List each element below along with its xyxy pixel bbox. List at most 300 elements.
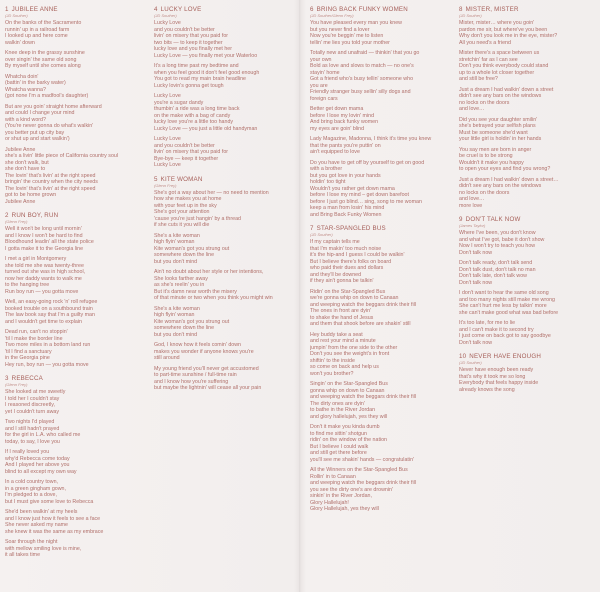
lyric-line: that I'm makin' too much noise — [310, 245, 382, 252]
lyric-line: Lucky Love — [154, 93, 181, 99]
lyric-line: and them that shook before are shakin' still — [310, 321, 411, 327]
lyric-line: Ain't no doubt about her style or her intentions, — [154, 269, 264, 275]
song-number: 9 — [459, 216, 463, 223]
lyric-stanza — [459, 290, 595, 316]
lyric-line: Wouldn't you rather get down mama — [310, 185, 395, 192]
lyric-line: Bye-bye — keep it together — [154, 155, 219, 162]
lyric-line: 'til I make the border line — [5, 335, 63, 342]
lyric-line: Lucky Love — [154, 136, 181, 142]
lyric-line: I met a girl in Montgomery — [5, 256, 67, 262]
lyric-line: still around — [154, 355, 180, 361]
lyric-stanza — [459, 320, 595, 346]
song-block — [5, 375, 141, 559]
lyric-line: to shake the hand of Jesus — [310, 314, 374, 321]
lyric-line: She's a kite woman — [154, 305, 200, 312]
lyric-line: She looks farther away — [154, 275, 208, 282]
lyric-line: blind to all except my own way — [5, 468, 77, 475]
lyric-line: she knew it was the same as my embrace — [5, 528, 104, 535]
lyric-line: who paid their dues and dollars — [310, 265, 384, 271]
lyric-line: before I lose my mind – get down barefoot — [310, 192, 409, 198]
lyric-stanza — [459, 87, 595, 113]
song-block — [459, 353, 595, 393]
lyric-line: foreign cars — [310, 95, 338, 102]
lyric-line: got to be home grown — [5, 192, 57, 198]
song-block — [154, 6, 290, 169]
lyric-stanza — [154, 306, 290, 339]
lyric-line: She's got your attention — [154, 209, 210, 215]
lyric-line: (got none I'm a madfool's daughter) — [5, 93, 89, 99]
song-number: 6 — [310, 6, 314, 13]
lyric-line: makes you wonder if anyone knows you're — [154, 348, 254, 355]
songwriter-credit: (JD Souther/Glenn Frey) — [310, 13, 354, 18]
song-block — [154, 176, 290, 392]
lyric-line: and I wouldn't get time to explain — [5, 318, 82, 325]
lyric-line: Dead run, can't no stoppin' — [5, 329, 68, 335]
lyric-stanza — [459, 117, 595, 143]
lyric-line: If I really loved you — [5, 449, 50, 455]
lyric-line: But it's damn near worth the misery — [154, 288, 237, 295]
lyric-stanza — [154, 366, 290, 392]
lyric-line: Why don't you look me in the eye, mister? — [459, 33, 558, 39]
lyric-line: Lucky lovin's gonna get tough — [154, 82, 224, 89]
lyric-line: livin' on misery that you paid for — [154, 33, 229, 39]
lyric-line: be cruel is to be strong — [459, 153, 513, 159]
lyric-line: bringin' the country when the city needs — [5, 179, 98, 185]
lyric-line: (battin' in the barky water) — [5, 80, 66, 86]
songwriter-credit: (JD Souther) — [459, 13, 482, 18]
lyric-line: stayin' home — [310, 69, 340, 76]
lyric-stanza — [5, 479, 141, 505]
lyric-line: with a brother — [310, 166, 343, 172]
lyric-line: she told me she was twenty-three — [5, 262, 84, 269]
lyric-line: you're a sugar dandy — [154, 99, 204, 106]
song-number: 7 — [310, 225, 314, 232]
lyric-line: Run boy run — you gotta move — [5, 288, 79, 295]
lyric-line: with mellow smiling love is mine, — [5, 545, 82, 552]
lyric-stanza — [5, 449, 141, 475]
song-heading — [5, 212, 141, 219]
lyric-line: Ridin' on the Star-Spangled Bus — [310, 288, 386, 295]
lyric-line: She'd been walkin' at my heels — [5, 509, 78, 515]
lyric-line: and I still hadn't prayed — [5, 425, 60, 432]
lyric-line: more love — [459, 202, 483, 209]
lyric-line: The lovin' that's livin' at the right speed — [5, 185, 96, 192]
lyric-line: And bring back funky women — [310, 119, 379, 125]
lyric-stanza — [154, 136, 290, 169]
lyric-line: I reasoned discreetly, — [5, 402, 55, 408]
lyric-line: lucky love you're a little too handy — [154, 119, 234, 125]
lyric-line: Where I've been, you don't know — [459, 230, 536, 236]
lyrics-column-4 — [459, 6, 595, 400]
lyric-line: Bold as love and slows to match — no one's — [310, 63, 414, 69]
lyric-line: she don't walk, but — [5, 159, 49, 166]
lyric-line: Well it won't be long until mornin' — [5, 226, 82, 232]
lyric-line: that's why it took me so long — [459, 373, 526, 380]
lyric-line: Glory Hallelujah! — [310, 499, 349, 506]
lyric-line: holdin' too tight — [310, 179, 346, 185]
lyric-line: jumpin' from the one side to the other — [310, 344, 398, 351]
lyric-line: but I must give some love to Rebecca — [5, 498, 94, 505]
song-heading — [5, 6, 141, 13]
lyric-line: You got to read my main brain headline — [154, 76, 246, 82]
lyric-line: 'til I find a sanctuary — [5, 348, 52, 355]
song-number: 3 — [5, 375, 9, 382]
lyric-stanza — [5, 389, 141, 415]
lyric-line: and still be free? — [459, 76, 498, 82]
lyric-stanza — [310, 239, 446, 285]
lyric-line: I told her I couldn't stay — [5, 395, 60, 402]
lyric-line: All the Winners on the Star-Spangled Bus — [310, 467, 408, 473]
lyric-line: as she's reelin' you in — [154, 282, 205, 288]
song-title: RUN BOY, RUN — [11, 212, 59, 219]
lyric-line: Never have enough been ready — [459, 367, 534, 373]
lyrics-column-1 — [5, 6, 141, 566]
lyric-line: on the make with a bag of candy — [154, 112, 231, 119]
lyric-stanza — [5, 147, 141, 206]
lyric-line: Well, an easy-going rock 'n' roll refugee — [5, 299, 98, 305]
lyric-line: that the pants you're puttin' on — [310, 142, 381, 149]
song-title: NEVER HAVE ENOUGH — [469, 353, 542, 360]
song-title: STAR-SPANGLED BUS — [316, 225, 386, 232]
lyric-stanza — [459, 20, 595, 46]
lyric-line: Singin' on the Star-Spangled Bus — [310, 381, 388, 387]
lyric-line: You have pleased every man you knew — [310, 20, 402, 26]
lyric-line: won't you brother? — [310, 370, 354, 377]
lyric-stanza — [459, 367, 595, 393]
lyric-stanza — [5, 299, 141, 325]
lyric-stanza — [459, 147, 595, 173]
lyric-stanza — [5, 256, 141, 295]
lyric-line: It's too late, for me to lie — [459, 320, 516, 326]
lyric-stanza — [5, 329, 141, 368]
lyrics-column-3 — [310, 6, 446, 520]
lyric-line: 'cause you're just hangin' by a thread — [154, 215, 241, 222]
lyric-line: for the girl in L.A. who called me — [5, 432, 81, 438]
lyric-line: Bloodhound leadin' all the state police — [5, 239, 94, 245]
lyric-line: to find me sittin' shotgun — [310, 430, 367, 437]
lyric-line: but you never find a lover — [310, 26, 370, 33]
lyric-line: (You're never gonna do what's walkin' — [5, 123, 94, 129]
lyric-line: Mister, mister… where you goin' — [459, 20, 535, 26]
lyric-stanza — [5, 20, 141, 46]
lyric-line: Don't talk late, don't talk wow — [459, 273, 527, 279]
song-title: BRING BACK FUNKY WOMEN — [316, 6, 408, 13]
lyric-line: Glory Hallelujah, yes they will — [310, 506, 379, 512]
lyric-line: booked trouble on a southbound train — [5, 305, 93, 312]
lyric-line: Jubilee Anne — [5, 146, 36, 153]
lyric-line: how she makes you at home — [154, 196, 222, 202]
lyric-line: to open your eyes and find you wrong? — [459, 166, 551, 172]
lyric-line: and you couldn't be better — [154, 142, 215, 149]
lyric-line: and weeping watch the beggars drink their fill — [310, 394, 416, 400]
song-title: KITE WOMAN — [160, 175, 203, 183]
lyric-line: and still get there before — [310, 450, 367, 456]
lyric-line: before I just go blind… sing, song to me woman — [310, 198, 422, 205]
lyric-stanza — [154, 20, 290, 59]
song-heading — [310, 225, 446, 232]
lyric-stanza — [310, 467, 446, 513]
lyric-stanza — [310, 50, 446, 102]
lyrics-column-2 — [154, 6, 290, 399]
lyric-line: you'll see me shakin' hands — congratulatin' — [310, 456, 415, 463]
lyric-line: I'm pledged to a dove, — [5, 492, 57, 498]
lyric-line: why'd Rebecca come today — [5, 455, 70, 462]
lyric-line: somewhere down the line — [154, 252, 215, 258]
lyric-line: you better put up city bay — [5, 129, 65, 136]
lyric-line: Everybody that feels happy inside — [459, 380, 539, 386]
song-title: DON'T TALK NOW — [465, 216, 521, 223]
song-title: LUCKY LOVE — [160, 6, 202, 13]
lyric-line: Don't talk now — [459, 249, 493, 256]
lyric-line: Kite woman's got you strung out — [154, 318, 230, 325]
lyric-line: keep a man from losin' his mind — [310, 205, 385, 211]
lyric-line: ridin' on the window of the nation — [310, 437, 387, 443]
lyric-line: and I know I won't be hard to find — [5, 232, 83, 239]
lyric-stanza — [310, 424, 446, 463]
song-block — [459, 216, 595, 346]
lyric-line: and Bring Back Funky Women — [310, 211, 382, 218]
song-number: 5 — [154, 175, 158, 183]
lyric-line: of that minute or two when you think you might win — [154, 295, 273, 301]
lyric-line: and rest your mind a minute — [310, 338, 376, 344]
lyric-line: I just come on back got to say goodbye — [459, 333, 551, 339]
lyric-line: with a kind word? — [5, 116, 46, 123]
lyric-line: Two nights I'd played — [5, 419, 55, 425]
lyric-line: you are — [310, 82, 328, 89]
lyric-line: and what I've got, babe it don't show — [459, 236, 545, 243]
lyric-line: Don't talk now — [459, 279, 493, 286]
song-block — [459, 6, 595, 209]
lyric-line: today, to say, I love you — [5, 438, 60, 445]
lyric-line: In a cold country town, — [5, 479, 58, 485]
lyric-stanza — [154, 342, 290, 362]
lyric-line: God, I know how it feels comin' down — [154, 342, 241, 348]
lyric-stanza — [459, 50, 595, 83]
lyric-line: gonna whip on down to Canaan — [310, 387, 385, 394]
songwriter-credit: (Glenn Frey) — [5, 382, 28, 387]
lyric-stanza — [310, 106, 446, 132]
lyric-line: If my captain tells me — [310, 239, 360, 245]
lyric-line: Hey buddy take a seat — [310, 331, 363, 338]
lyric-line: we're gonna whip on down to Canaan — [310, 295, 399, 301]
lyric-line: your own — [310, 56, 332, 63]
lyric-line: Lady Magazine, Madonna, I think it's time you knew — [310, 136, 432, 142]
lyric-stanza — [154, 233, 290, 266]
lyric-line: you see the dirty one's are drownin' — [310, 486, 393, 493]
lyric-line: lucky love and you finally met her — [154, 46, 233, 52]
lyric-line: and they'll be downed — [310, 271, 362, 278]
lyric-line: Just a dream I had walkin' down a street — [459, 86, 554, 93]
lyric-stanza — [310, 160, 446, 219]
lyric-line: Two more miles in a bottom land run — [5, 342, 91, 348]
lyric-line: with your feet up in the sky — [154, 202, 217, 209]
lyric-line: yet I couldn't turn away — [5, 408, 60, 415]
songwriter-credit: (James Taylor) — [459, 223, 486, 228]
lyric-line: Just a dream I had walkin' down a street… — [459, 176, 559, 183]
song-heading — [154, 6, 290, 13]
lyric-line: Don't you think everybody could stand — [459, 63, 549, 69]
lyric-line: Don't talk ready, don't talk send — [459, 260, 533, 266]
song-number: 8 — [459, 6, 463, 13]
lyric-line: over singin' the same old song — [5, 56, 77, 63]
lyric-line: The lovin' that's livin' at the right speed — [5, 172, 96, 179]
lyric-line: and I can't make it to second try — [459, 326, 534, 333]
lyric-line: no locks on the doors — [459, 189, 510, 196]
lyric-line: By myself until she comes along — [5, 63, 81, 69]
lyric-line: But I believe there's folks on board — [310, 258, 392, 265]
lyric-line: Totally new and unafraid — thinkin' that you go — [310, 50, 420, 56]
lyric-line: stretchin' far as I can see — [459, 56, 518, 63]
song-heading — [5, 375, 141, 382]
lyric-line: she's betrayed your selfish plans — [459, 123, 536, 129]
lyric-line: high flyin' woman — [154, 239, 195, 245]
lyric-line: My young friend you'll never get accustomed — [154, 365, 259, 372]
lyric-line: already knows the song — [459, 386, 515, 393]
lyric-line: or shut up and start walkin') — [5, 136, 70, 142]
lyric-line: I don't want to hear the same old song — [459, 290, 549, 296]
lyric-stanza — [5, 104, 141, 143]
song-title: REBECCA — [11, 375, 43, 382]
lyric-line: Friendly stranger busy sellin' silly dogs and — [310, 89, 411, 95]
lyric-stanza — [5, 419, 141, 445]
lyric-line: The law book say that I'm a guilty man — [5, 312, 95, 318]
lyric-line: Lucky Love — you finally met your Waterloo — [154, 52, 258, 59]
lyric-line: she can't make good what was bad before — [459, 309, 559, 316]
lyric-line: in a green gingham gown, — [5, 485, 66, 492]
lyric-line: so come on back and help us — [310, 364, 379, 370]
lyric-stanza — [310, 136, 446, 156]
lyric-line: Mister there's a space between us — [459, 50, 540, 56]
lyric-stanza — [154, 93, 290, 132]
lyric-line: Jubilee Anne — [5, 198, 36, 205]
lyric-stanza — [459, 230, 595, 256]
song-block — [310, 6, 446, 218]
lyric-line: and could I change your mind — [5, 110, 75, 116]
lyric-stanza — [310, 20, 446, 46]
lyric-line: thumbin' a ride was a long time back — [154, 106, 240, 112]
lyric-line: Lucky Love — [154, 20, 181, 26]
lyric-line: She's a kite woman — [154, 232, 200, 239]
lyric-line: now her daddy wants to walk me — [5, 275, 82, 282]
lyric-line: She never asked my name — [5, 522, 69, 528]
lyric-line: no locks on the doors — [459, 99, 510, 106]
lyric-stanza — [154, 269, 290, 302]
lyric-line: Do you have to get off by yourself to get on good — [310, 159, 425, 166]
lyric-line: and love… — [459, 106, 485, 112]
lyric-line: Rollin' in to Canaan — [310, 473, 356, 480]
lyric-line: But I believe I could walk — [310, 443, 369, 450]
lyric-line: It's a long time past my bedtime and — [154, 63, 239, 69]
lyric-line: and too many nights still make me wrong — [459, 296, 555, 303]
lyric-line: it all takes time — [5, 552, 41, 558]
lyric-line: and I know how you're suffering — [154, 378, 229, 385]
lyric-stanza — [459, 177, 595, 210]
lyric-line: high flyin' woman — [154, 312, 195, 318]
lyric-line: All you need's a friend — [459, 39, 511, 46]
lyric-line: She can't hurt me less by talkin' more — [459, 303, 547, 309]
lyric-line: I looked up and here come — [5, 33, 68, 39]
lyric-line: pardon me sir, but where've you been — [459, 26, 548, 33]
lyric-line: if she cuts it you will die — [154, 222, 210, 228]
lyric-line: The ones in front are dyin' — [310, 308, 372, 314]
lyric-line: Got a friend who's busy tellin' someone who — [310, 76, 414, 82]
lyric-line: my eyes are goin' blind — [310, 125, 365, 132]
booklet-spine — [299, 0, 301, 592]
lyric-line: sinkin' in the River Jordan, — [310, 493, 372, 499]
lyric-stanza — [5, 509, 141, 535]
lyric-line: tellin' me lies you told your mother — [310, 39, 390, 46]
lyric-line: and glory hallelujah, yes they will — [310, 413, 388, 420]
lyric-line: didn't see any bars on the windows — [459, 183, 542, 189]
lyric-line: But are you goin' straight home afterward — [5, 103, 102, 110]
lyric-line: Soar through the night — [5, 539, 58, 545]
song-number: 4 — [154, 6, 158, 13]
lyric-line: Lucky Love — you just a little old handyman — [154, 125, 258, 132]
lyric-stanza — [5, 539, 141, 559]
lyric-line: didn't see any bars on the windows — [459, 93, 542, 99]
lyric-line: turned out she was in high school, — [5, 269, 86, 275]
lyric-line: Don't talk now — [459, 339, 493, 346]
lyric-stanza — [310, 289, 446, 328]
lyric-line: it's the hip-and I guess I could be walkin' — [310, 252, 405, 258]
lyric-line: but you don't mind — [154, 331, 198, 338]
song-heading — [154, 176, 290, 183]
lyric-line: up to a whole lot closer together — [459, 69, 535, 76]
lyric-line: but you don't mind — [154, 258, 198, 265]
lyric-line: Wouldn't it make you happy — [459, 159, 524, 166]
lyric-line: and love… — [459, 196, 485, 202]
lyric-line: in the Georgia pine — [5, 355, 50, 361]
lyric-line: to part-time sunshine / full-time rain — [154, 372, 237, 378]
lyric-line: livin' on misery that you paid for — [154, 149, 229, 155]
lyric-line: ain't equipped to love — [310, 149, 360, 155]
lyric-stanza — [154, 190, 290, 229]
lyric-line: Did you see your daughter smilin' — [459, 116, 538, 123]
lyric-line: Knee deep in the grassy sunshine — [5, 50, 85, 56]
lyric-line: she's a livin' little piece of California country soul — [5, 153, 119, 159]
song-block — [5, 6, 141, 205]
lyric-line: shiftin' to the inside — [310, 357, 355, 364]
song-heading — [310, 6, 446, 13]
lyric-line: but maybe the lightnin' will cease all your pain — [154, 385, 262, 391]
lyric-stanza — [459, 260, 595, 286]
songwriter-credit: (Glenn Frey) — [154, 182, 177, 188]
lyric-line: The dirty ones are dyin' — [310, 400, 365, 407]
lyric-line: You say men are born in anger — [459, 146, 532, 153]
song-heading — [459, 353, 595, 360]
song-title: JUBILEE ANNE — [11, 6, 58, 13]
lyric-line: two bits — to keep it together — [154, 39, 223, 46]
song-number: 1 — [5, 6, 9, 13]
song-block — [5, 212, 141, 368]
lyric-line: she don't have to — [5, 166, 46, 172]
lyric-line: when you feel good it don't feel good enough — [154, 69, 260, 76]
lyric-line: She looked at me sweetly — [5, 389, 66, 395]
song-block — [310, 225, 446, 513]
lyric-stanza — [310, 381, 446, 420]
songwriter-credit: (JD Souther) — [5, 13, 28, 18]
lyric-line: Now I won't try to teach you how — [459, 243, 536, 249]
lyric-line: Kite woman's got you strung out — [154, 245, 230, 252]
song-heading — [459, 6, 595, 13]
song-title: MISTER, MISTER — [465, 6, 519, 13]
lyric-line: before I lose my lovin' mind — [310, 112, 375, 119]
lyric-line: and I know just how it feels to see a face — [5, 515, 101, 522]
lyric-line: Must be someone she'd want — [459, 129, 528, 136]
song-heading — [459, 216, 595, 223]
lyric-stanza — [310, 332, 446, 378]
lyric-line: Whatcha wanna? — [5, 86, 46, 93]
